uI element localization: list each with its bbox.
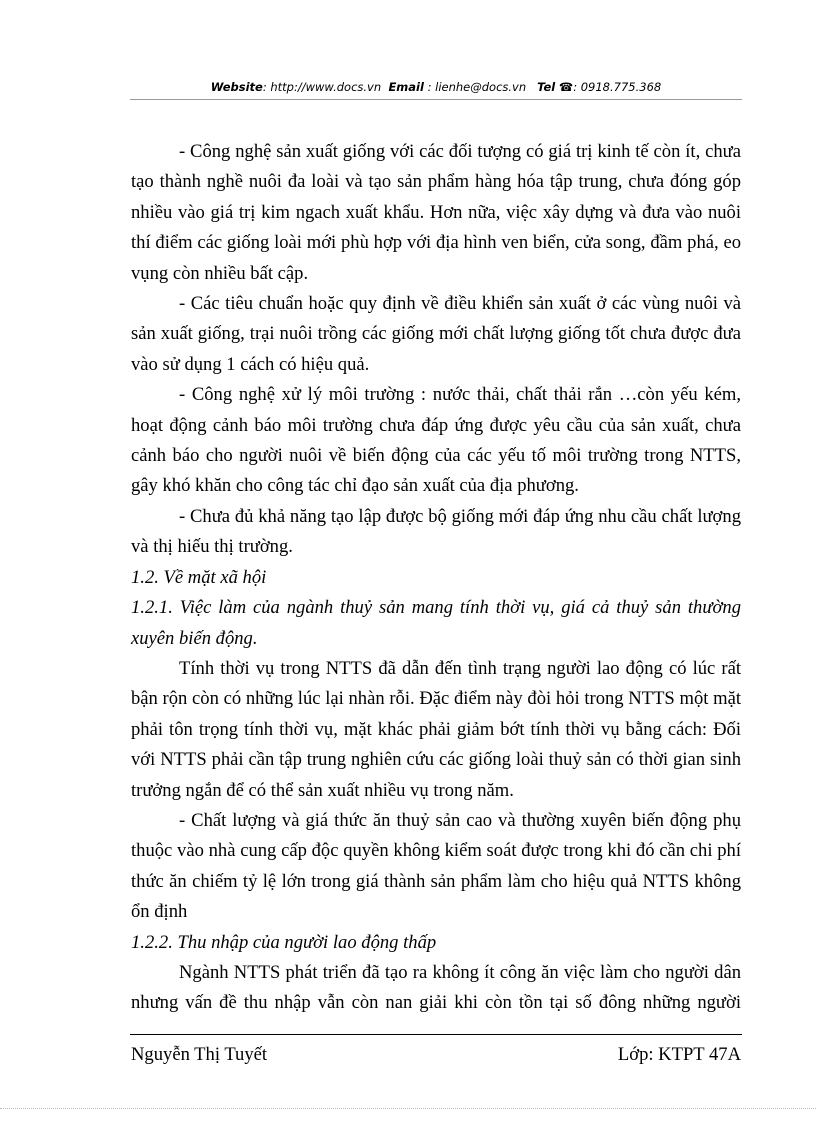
page-edge (0, 1108, 816, 1109)
tel-number: : 0918.775.368 (573, 80, 662, 94)
tel-label: Tel (537, 80, 556, 94)
paragraph: Tính thời vụ trong NTTS đã dẫn đến tình trạng người lao động có lúc rất bận rộn còn có những lúc lại nhàn rỗi. Đặc điểm này đòi hỏi trong NTTS một mặt phải tôn trọng tính thời vụ, mặt khác phải giảm bớt tính thời vụ bằng cách: Đối với NTTS phải cần tập trung nghiên cứu các giống loài thuỷ sản có thời gian sinh trưởng ngắn để có thể sản xuất nhiều vụ trong năm. (131, 657, 741, 801)
website-label: Website (210, 80, 263, 94)
paragraph: Ngành NTTS phát triển đã tạo ra không ít công ăn việc làm cho người dân nhưng vấn đề thu nhập vẫn còn nan giải khi còn tồn tại số đông những người (131, 961, 741, 1014)
paragraph: - Công nghệ xử lý môi trường : nước thải, chất thải rắn …còn yếu kém, hoạt động cảnh báo môi trường chưa đáp ứng được yêu cầu của sản xuất, chưa cảnh báo cho người nuôi về biến động của các yếu tố môi trường trong NTTS, gây khó khăn cho công tác chỉ đạo sản xuất của địa phương. (131, 384, 741, 497)
footer-class: Lớp: KTPT 47A (617, 1044, 741, 1065)
page-footer (131, 1044, 741, 1066)
section-heading: 1.2. Về mặt xã hội (131, 566, 267, 588)
footer-rule (130, 1034, 742, 1035)
header-rule (130, 99, 742, 100)
website-url: : http://www.docs.vn (262, 80, 382, 94)
paragraph: - Chất lượng và giá thức ăn thuỷ sản cao và thường xuyên biến động phụ thuộc vào nhà cung cấp độc quyền không kiểm soát được trong khi đó cần chi phí thức ăn chiếm tỷ lệ lớn trong giá thành sản phẩm làm cho hiệu quả NTTS không ổn định (131, 809, 741, 923)
paragraph: - Các tiêu chuẩn hoặc quy định về điều khiển sản xuất ở các vùng nuôi và sản xuất giống, trại nuôi trồng các giống mới chất lượng giống tốt chưa được đưa vào sử dụng 1 cách có hiệu quả. (131, 293, 741, 375)
document-body (131, 137, 741, 1019)
subsection-heading: 1.2.2. Thu nhập của người lao động thấp (131, 931, 437, 953)
email-label: Email (388, 80, 424, 94)
page-header (130, 80, 742, 94)
phone-icon: ☎ (558, 80, 574, 94)
paragraph: - Công nghệ sản xuất giống với các đối tượng có giá trị kinh tế còn ít, chưa tạo thành nghề nuôi đa loài và tạo sản phẩm hàng hóa tập trung, chưa đóng góp nhiều vào giá trị kim ngach xuất khẩu. Hơn nữa, việc xây dựng và đưa vào nuôi thí điểm các giống loài mới phù hợp với địa hình ven biển, cửa song, đầm phá, eo vụng còn nhiều bất cập. (131, 141, 741, 284)
paragraph: - Chưa đủ khả năng tạo lập được bộ giống mới đáp ứng nhu cầu chất lượng và thị hiếu thị trường. (131, 505, 741, 558)
footer-author: Nguyễn Thị Tuyết (131, 1044, 268, 1065)
email-address: : lienhe@docs.vn (423, 80, 527, 94)
subsection-heading: 1.2.1. Việc làm của ngành thuỷ sản mang tính thời vụ, giá cả thuỷ sản thường xuyên biến động. (131, 597, 741, 649)
